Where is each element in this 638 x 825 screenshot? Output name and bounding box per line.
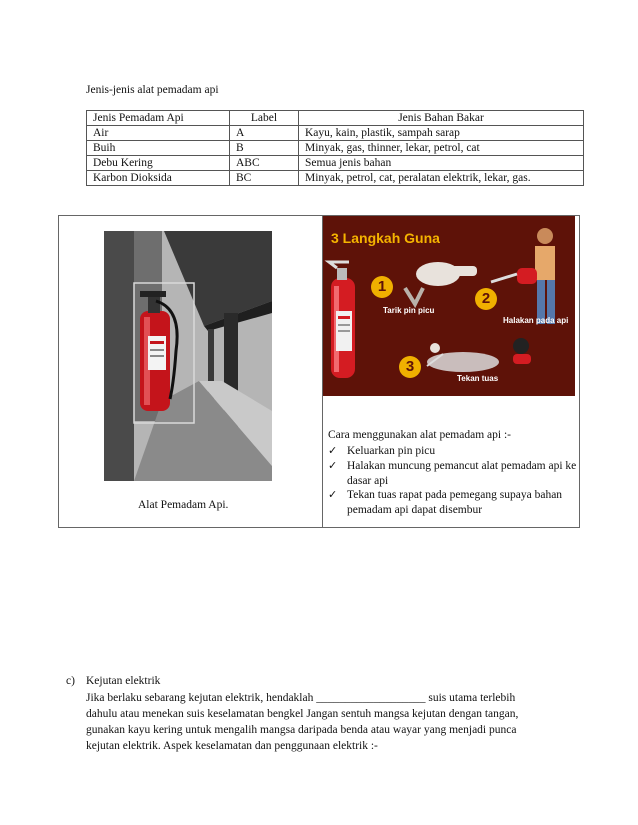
poster-title: 3 Langkah Guna: [331, 230, 440, 246]
step-2-label: Halakan pada api: [503, 316, 569, 325]
checklist-text: Halakan muncung pemancut alat pemadam api ke dasar api: [347, 460, 577, 487]
checkmark-icon: ✓: [328, 459, 338, 472]
extinguisher-table: [86, 110, 584, 186]
table-cell: Debu Kering: [87, 156, 230, 171]
column-header: Jenis Pemadam Api: [87, 111, 230, 126]
table-cell: Semua jenis bahan: [299, 156, 584, 171]
step-3-label: Tekan tuas: [457, 374, 499, 383]
table-cell: Karbon Dioksida: [87, 171, 230, 186]
section-heading: Jenis-jenis alat pemadam api: [86, 84, 219, 96]
table-cell: BC: [230, 171, 299, 186]
table-cell: Air: [87, 126, 230, 141]
table-cell: A: [230, 126, 299, 141]
step-1-label: Tarik pin picu: [383, 306, 435, 315]
electric-shock-paragraph: [86, 690, 586, 754]
step-number-1: 1: [371, 276, 393, 298]
column-header: Jenis Bahan Bakar: [299, 111, 584, 126]
paragraph-line: Jika berlaku sebarang kejutan elektrik, hendaklah ___________________ suis utama terlebih: [86, 692, 516, 704]
table-cell: ABC: [230, 156, 299, 171]
checklist-text: Tekan tuas rapat pada pemegang supaya bahan pemadam api dapat disembur: [347, 489, 563, 516]
usage-instructions-title: Cara menggunakan alat pemadam api :-: [328, 429, 511, 441]
section-title: Kejutan elektrik: [86, 675, 161, 687]
table-row: [87, 171, 584, 186]
table-cell: Minyak, gas, thinner, lekar, petrol, cat: [299, 141, 584, 156]
table-cell: Buih: [87, 141, 230, 156]
checklist-text: Keluarkan pin picu: [347, 445, 436, 457]
table-row: [87, 156, 584, 171]
paragraph-line: gunakan kayu kering untuk mengalih mangsa daripada benda atau wayar yang menjadi punca: [86, 724, 517, 736]
step-number-2: 2: [475, 288, 497, 310]
section-marker: c): [66, 675, 75, 687]
table-row: [87, 141, 584, 156]
table-cell: Minyak, petrol, cat, peralatan elektrik, lekar, gas.: [299, 171, 584, 186]
usage-steps-poster: [323, 216, 575, 396]
extinguisher-photo: [104, 231, 272, 481]
table-header-row: [87, 111, 584, 126]
paragraph-line: kejutan elektrik. Aspek keselamatan dan penggunaan elektrik :-: [86, 740, 378, 752]
paragraph-line: dahulu atau menekan suis keselamatan bengkel Jangan sentuh mangsa kejutan dengan tangan,: [86, 708, 519, 720]
column-header: Label: [230, 111, 299, 126]
section-c-heading: [66, 675, 161, 687]
table-row: [87, 126, 584, 141]
checkmark-icon: ✓: [328, 444, 338, 457]
step-number-3: 3: [399, 356, 421, 378]
table-cell: B: [230, 141, 299, 156]
table-cell: Kayu, kain, plastik, sampah sarap: [299, 126, 584, 141]
photo-caption: Alat Pemadam Api.: [138, 499, 229, 511]
checkmark-icon: ✓: [328, 488, 338, 501]
